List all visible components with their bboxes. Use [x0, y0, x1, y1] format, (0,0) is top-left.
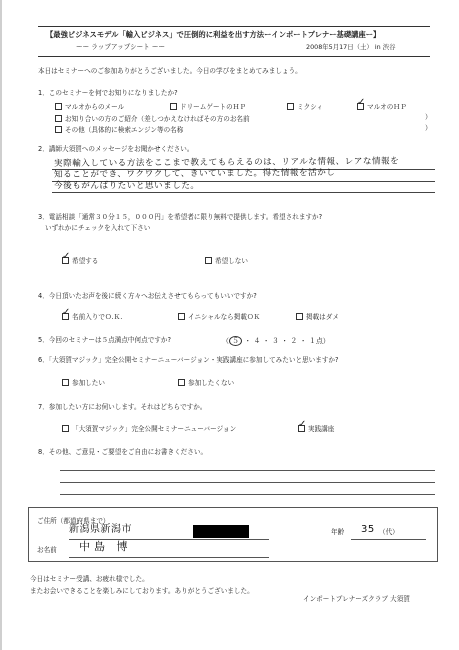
- q1-option-referral[interactable]: お知り合いの方のご紹介（差しつかえなければその方のお名前: [55, 115, 250, 124]
- header-box: [38, 26, 430, 57]
- checkbox[interactable]: [296, 313, 303, 320]
- ruled-line: [52, 192, 435, 193]
- q6-option-not-join[interactable]: 参加したくない: [178, 379, 234, 388]
- checkbox-checked[interactable]: [298, 425, 305, 432]
- footer-thanks-1: 今日はセミナー受講、お疲れ様でした。: [30, 575, 149, 583]
- q1-option-maruo-hp[interactable]: ✓ マルオのＨＰ: [357, 103, 407, 112]
- checkbox-checked[interactable]: [62, 257, 69, 264]
- rating-3[interactable]: ３: [271, 337, 279, 345]
- age-suffix: （代）: [379, 528, 399, 536]
- intro-text: 本日はセミナーへのご参加ありがとうございました。今日の学びをまとめてみましょう。: [38, 67, 302, 75]
- contact-info-box: [28, 507, 438, 562]
- ruled-line: [60, 470, 435, 471]
- footer-organization: インポートプレナーズクラブ 大須賀: [303, 595, 410, 603]
- q3-instruction: いずれかにチェックを入れて下さい: [45, 224, 151, 232]
- checkbox[interactable]: [205, 257, 212, 264]
- checkbox-checked[interactable]: [357, 103, 364, 110]
- q5-rating-scale[interactable]: （ ５ ・ ４ ・ ３ ・ ２ ・ １点）: [222, 337, 330, 345]
- checkbox[interactable]: [55, 103, 62, 110]
- handwritten-answer-line: 今後もがんばりたいと思いました。: [54, 181, 200, 191]
- document-subtitle: ーー ラップアップシート ーー: [76, 43, 166, 51]
- rating-2[interactable]: ２: [290, 337, 298, 345]
- name-underline: [69, 557, 269, 558]
- q4-option-name-ok[interactable]: ✓名前入りでＯ.Ｋ.: [62, 313, 122, 322]
- q2-question: 2．講師大須賀へのメッセージをお聞かせください。: [38, 145, 194, 153]
- name-label: お名前: [37, 546, 57, 554]
- q1-option-other[interactable]: その他（具体的に検索エンジン等の名称: [55, 126, 183, 135]
- address-value[interactable]: 新潟県新潟市: [69, 524, 132, 535]
- rating-5-selected[interactable]: ５: [229, 336, 242, 346]
- checkbox[interactable]: [62, 425, 69, 432]
- q1-option-dreamgate[interactable]: ドリームゲートのＨＰ: [170, 103, 246, 112]
- q3-option-no[interactable]: 希望しない: [205, 257, 248, 266]
- close-paren: ）: [425, 124, 432, 132]
- rating-4[interactable]: ４: [253, 337, 261, 345]
- q4-option-initial-ok[interactable]: イニシャルなら掲載ＯＫ: [178, 313, 260, 322]
- rating-1[interactable]: １: [308, 337, 316, 345]
- age-label: 年齢: [331, 528, 345, 536]
- q6-option-join[interactable]: 参加したい: [62, 379, 105, 388]
- footer-thanks-2: またお会いできることを楽しみにしております。ありがとうございました。: [30, 587, 254, 595]
- age-underline: [351, 539, 426, 540]
- checkbox[interactable]: [178, 379, 185, 386]
- q7-question: 7．参加したい方にお伺いします。それはどちらですか。: [38, 403, 207, 411]
- q1-option-mixi[interactable]: ミクシィ: [287, 103, 323, 112]
- document-title: 【最強ビジネスモデル「輸入ビジネス」で圧倒的に利益を出す方法ーインポートプレナー基礎講座ー】: [46, 30, 381, 39]
- q5-question: 5．今回のセミナーは５点満点中何点ですか?: [38, 336, 171, 344]
- checkbox[interactable]: [178, 313, 185, 320]
- q7-option-practice[interactable]: ✓ 実践講座: [298, 425, 334, 434]
- checkbox[interactable]: [55, 126, 62, 133]
- seminar-date: 2008年5月17日（土） in 渋谷: [306, 43, 396, 51]
- q1-option-mail[interactable]: マルオからのメール: [55, 103, 124, 112]
- age-value[interactable]: 35: [361, 524, 375, 535]
- handwritten-answer-line: 実際輸入している方法をここまで教えてもらえるのは、リアルな情報、レアな情報を: [53, 156, 400, 169]
- checkbox-checked[interactable]: [62, 313, 69, 320]
- q4-question: 4．今日頂いたお声を後に続く方々へお伝えさせてもらってもいいですか?: [38, 292, 257, 300]
- q3-option-yes[interactable]: ✓希望する: [62, 257, 98, 266]
- ruled-line: [60, 482, 435, 483]
- q2-answer-area: [52, 156, 435, 191]
- name-value[interactable]: 中島 博: [79, 540, 132, 553]
- checkbox[interactable]: [62, 379, 69, 386]
- ruled-line: [60, 494, 435, 495]
- address-label: ご住所（都道府県まで）: [37, 517, 110, 525]
- q8-question: 8．その他、ご意見・ご要望をご自由にお書きください。: [38, 448, 208, 456]
- close-paren: ）: [425, 113, 432, 121]
- q6-question: 6．「大須賀マジック」完全公開セミナーニューバージョン・実践講座に参加してみたいと思いますか?: [38, 356, 339, 364]
- handwritten-answer-line: 知ることができ、ワクワクして、きいていました。得た情報を活かし: [53, 168, 336, 180]
- q4-option-no-publish[interactable]: 掲載はダメ: [296, 313, 339, 322]
- checkbox[interactable]: [287, 103, 294, 110]
- checkbox[interactable]: [170, 103, 177, 110]
- q3-question: 3．電話相談「通常３０分１５，０００円」を希望者に限り無料で提供します。希望されますか?: [38, 213, 323, 221]
- q7-option-new-version[interactable]: 「大須賀マジック」完全公開セミナーニューバージョン: [62, 425, 236, 434]
- q1-question: 1．このセミナーを何でお知りになりましたか?: [38, 89, 178, 97]
- redaction-bar: [193, 525, 249, 538]
- checkbox[interactable]: [55, 115, 62, 122]
